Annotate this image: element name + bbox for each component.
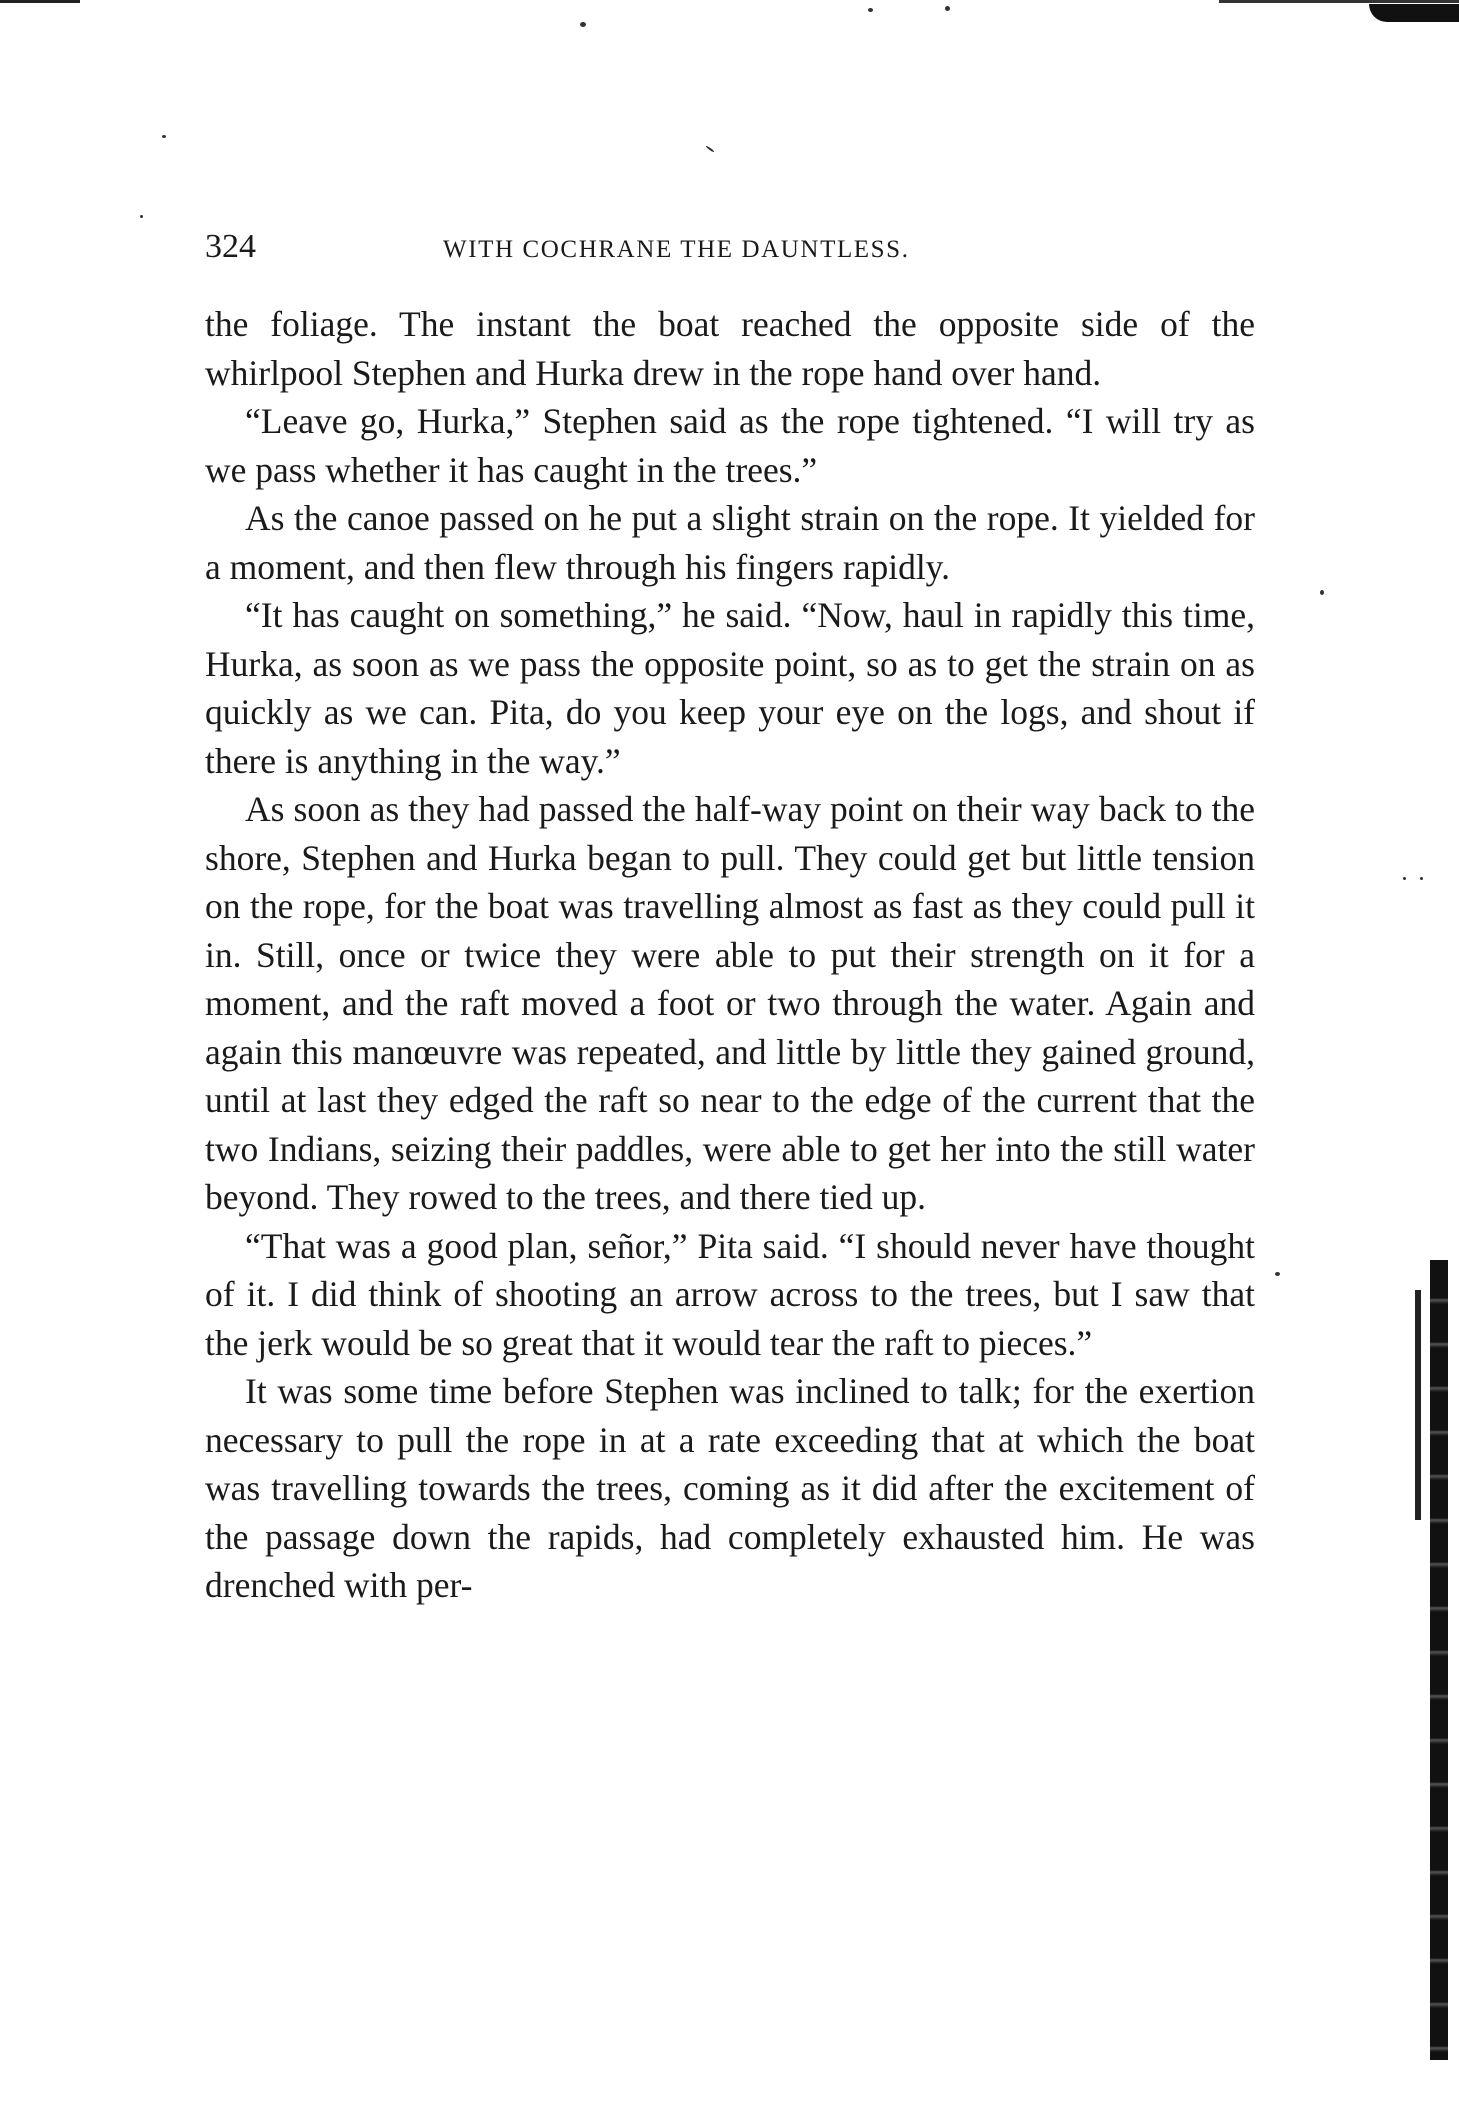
paragraph: As soon as they had passed the half-way point on their way back to the shore, Stephen and Hurka began to pull. They could get but little tension on the rope, for the boat was travelling almost as fast as they could pull it in. Still, once or twice they were able to put their strength on it for a moment, and the raft moved a foot or two through the water. Again and again this manœuvre was repeated, and little by little they gained ground, until at last they edged the raft so near to the edge of the current that the two Indians, seizing their paddles, were able to get her into the still water beyond. They rowed to the trees, and there tied up.: [205, 789, 1255, 1217]
paragraph: It was some time before Stephen was inclined to talk; for the exertion necessary to pull the rope in at a rate exceeding that at which the boat was travelling towards the trees, coming as it did after the excitement of the passage down the rapids, had completely exhausted him. He was drenched with per-: [205, 1371, 1255, 1605]
scan-speck: [945, 6, 950, 11]
paragraph: “That was a good plan, señor,” Pita said. “I should never have thought of it. I did think of shooting an arrow across to the trees, but I saw that the jerk would be so great that it would tear the raft to pieces.”: [205, 1225, 1255, 1363]
paragraph: the foliage. The instant the boat reached the opposite side of the whirlpool Stephen and Hurka drew in the rope hand over hand.: [205, 304, 1255, 393]
scan-binding-shadow: [1430, 1260, 1448, 2060]
paragraph: “It has caught on something,” he said. “Now, haul in rapidly this time, Hurka, as soon as we pass the opposite point, so as to get the strain on as quickly as we can. Pita, do you keep your eye on the logs, and shout if there is anything in the way.”: [205, 595, 1255, 781]
body-text: [205, 300, 1255, 1610]
paragraph: As the canoe passed on he put a slight strain on the rope. It yielded for a moment, and then flew through his fingers rapidly.: [205, 498, 1255, 587]
scan-speck: [162, 135, 166, 138]
running-title: WITH COCHRANE THE DAUNTLESS.: [443, 236, 910, 263]
scan-speck: [868, 8, 873, 12]
scan-speck: [1403, 877, 1406, 880]
page-number: 324: [205, 228, 256, 265]
scan-speck: [580, 22, 586, 27]
scan-speck: [1275, 1272, 1280, 1276]
paragraph: “Leave go, Hurka,” Stephen said as the rope tightened. “I will try as we pass whether it has caught in the trees.”: [205, 401, 1255, 490]
scan-speck: [140, 215, 143, 218]
scan-binding-shadow: [1415, 1290, 1421, 1520]
scan-edge-mark: [1369, 4, 1459, 22]
scan-speck: [1320, 590, 1324, 595]
scan-edge-mark: [0, 0, 80, 3]
running-header: [205, 228, 1255, 278]
scan-speck: [705, 145, 714, 152]
scan-speck: [1420, 877, 1423, 880]
